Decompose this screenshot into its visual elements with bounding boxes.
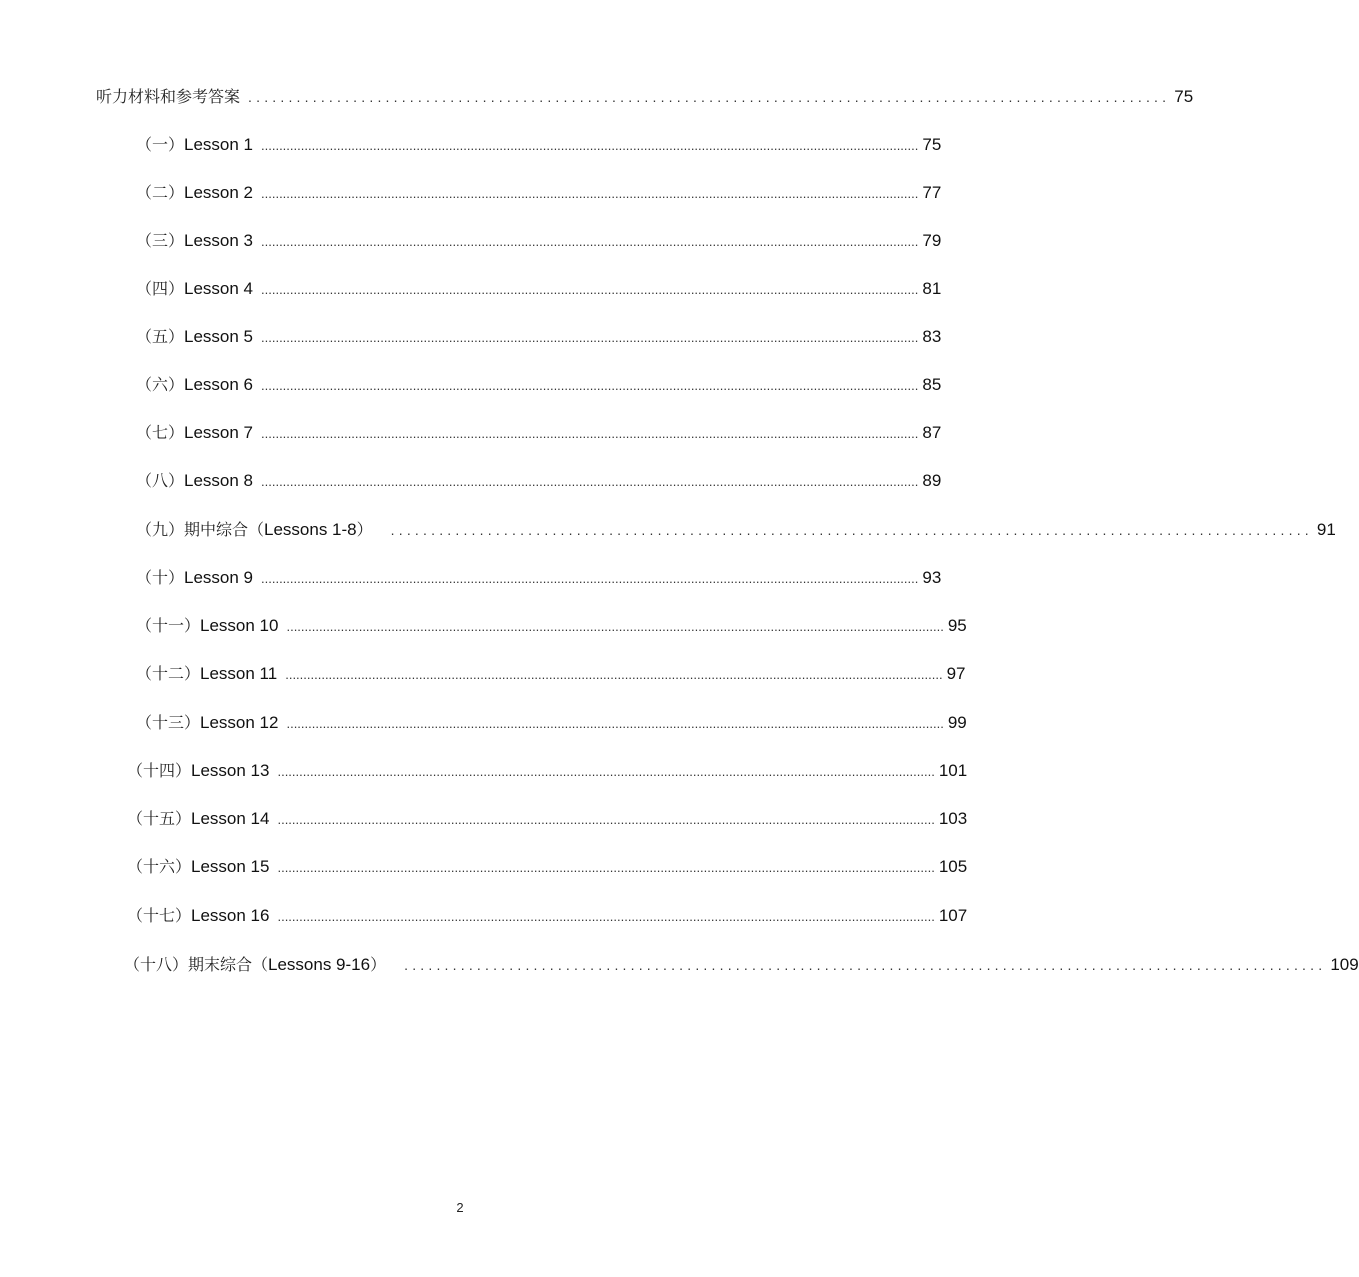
toc-entry-label: Lesson 5 <box>184 327 254 346</box>
toc-page-number: 97 <box>946 664 966 683</box>
toc-entry-label: Lesson 1 <box>184 135 254 154</box>
toc-entry-label: Lesson 10 <box>200 616 279 635</box>
dot-leader: .................................................................................................................. <box>390 522 1313 538</box>
toc-entry-index: （十八）期末综合（ <box>124 955 269 974</box>
dot-leader: ...................................................................................................................................................................................... <box>261 474 919 489</box>
toc-entry-midterm[interactable] <box>136 515 1336 545</box>
dot-leader: ...................................................................................................................................................................................... <box>261 234 919 249</box>
toc-entry-lesson-15[interactable] <box>127 852 968 882</box>
toc-page-number: 83 <box>922 327 942 346</box>
toc-entry-index: （十五） <box>127 809 192 828</box>
toc-page-number: 99 <box>947 713 967 732</box>
toc-entry-lesson-14[interactable] <box>127 804 968 834</box>
toc-entry-index: （四） <box>136 279 185 298</box>
toc-entry-index: （十） <box>136 568 185 587</box>
toc-entry-lesson-13[interactable] <box>127 756 968 786</box>
dot-leader: ...................................................................................................................................................................................... <box>261 186 919 201</box>
dot-leader: ...................................................................................................................................................................................... <box>277 764 935 779</box>
toc-page-number: 89 <box>922 471 942 490</box>
toc-entry-label: Lesson 6 <box>184 375 254 394</box>
toc-entry-index: （十六） <box>127 857 192 876</box>
toc-entry-index: （六） <box>136 375 185 394</box>
toc-page-number: 93 <box>922 568 942 587</box>
toc-entry-label: Lesson 7 <box>184 423 254 442</box>
toc-entry-lesson-10[interactable] <box>136 611 967 641</box>
dot-leader: ...................................................................................................................................................................................... <box>285 667 943 682</box>
dot-leader: ...................................................................................................................................................................................... <box>286 619 944 634</box>
toc-entry-label: Lesson 15 <box>191 857 270 876</box>
toc-entry-lesson-11[interactable] <box>136 659 966 689</box>
toc-entry-label: Lesson 11 <box>200 664 278 683</box>
dot-leader: ...................................................................................................................................................................................... <box>277 909 935 924</box>
toc-entry-lesson-12[interactable] <box>136 708 967 738</box>
toc-entry-lesson-6[interactable] <box>136 370 942 400</box>
toc-entry-label: Lesson 3 <box>184 231 254 250</box>
toc-entry-label: Lesson 16 <box>191 906 270 925</box>
toc-page-number: 85 <box>922 375 942 394</box>
toc-entry-lesson-4[interactable] <box>136 274 942 304</box>
toc-page-number: 109 <box>1330 955 1359 974</box>
toc-entry-suffix: ） <box>370 955 387 974</box>
toc-entry-index: （十四） <box>127 761 192 780</box>
toc-entry-label: Lesson 14 <box>191 809 270 828</box>
toc-page-number: 75 <box>922 135 942 154</box>
toc-entry-label: Lesson 13 <box>191 761 270 780</box>
toc-entry-index: （七） <box>136 423 185 442</box>
toc-entry-index: （八） <box>136 471 185 490</box>
toc-entry-index: （十二） <box>136 664 201 683</box>
toc-entry-suffix: ） <box>356 520 373 539</box>
toc-entry-label: Lesson 8 <box>184 471 254 490</box>
toc-entry-lesson-9[interactable] <box>136 563 942 593</box>
toc-entry-lesson-7[interactable] <box>136 418 942 448</box>
toc-page-number: 107 <box>938 906 968 925</box>
toc-entry-lesson-8[interactable] <box>136 466 942 496</box>
toc-entry-label: Lesson 2 <box>184 183 254 202</box>
dot-leader: ...................................................................................................................................................................................... <box>261 571 919 586</box>
toc-page-number: 95 <box>947 616 967 635</box>
dot-leader: .................................................................................................................. <box>404 957 1327 973</box>
toc-page-number: 77 <box>922 183 942 202</box>
toc-header-title: 听力材料和参考答案 <box>96 87 241 106</box>
toc-entry-label: Lesson 4 <box>184 279 254 298</box>
toc-entry-index: （十一） <box>136 616 201 635</box>
toc-entry-index: （五） <box>136 327 185 346</box>
toc-page-number: 75 <box>1174 87 1194 106</box>
toc-entry-label: Lessons 9-16 <box>268 955 371 974</box>
toc-entry-lesson-16[interactable] <box>127 901 968 931</box>
toc-entry-index: （十三） <box>136 713 201 732</box>
dot-leader: ...................................................................................................................................................................................... <box>261 330 919 345</box>
toc-entry-index: （一） <box>136 135 185 154</box>
dot-leader: ...................................................................................................................................................................................... <box>277 812 935 827</box>
toc-entry-lesson-2[interactable] <box>136 178 942 208</box>
toc-page-number: 79 <box>922 231 942 250</box>
toc-entry-index: （十七） <box>127 906 192 925</box>
toc-entry-index: （二） <box>136 183 185 202</box>
toc-page-number: 87 <box>922 423 942 442</box>
toc-entry-lesson-5[interactable] <box>136 322 942 352</box>
dot-leader: ...................................................................................................................................................................................... <box>261 378 919 393</box>
dot-leader: ...................................................................................................................................................................................... <box>261 426 919 441</box>
dot-leader: ...................................................................................................................................................................................... <box>277 860 935 875</box>
toc-page-number: 91 <box>1316 520 1336 539</box>
toc-header-entry[interactable] <box>96 82 1194 112</box>
toc-entry-final[interactable] <box>124 950 1359 980</box>
toc-page-number: 81 <box>922 279 942 298</box>
toc-entry-label: Lesson 12 <box>200 713 279 732</box>
toc-entry-label: Lessons 1-8 <box>264 520 357 539</box>
toc-entry-lesson-3[interactable] <box>136 226 942 256</box>
toc-page-number: 101 <box>938 761 968 780</box>
toc-page-number: 105 <box>938 857 968 876</box>
toc-page-number: 103 <box>938 809 968 828</box>
dot-leader: ...................................................................................................................................................................................... <box>261 282 919 297</box>
dot-leader: ...................................................................................................................................................................................... <box>286 716 944 731</box>
footer-page-number: 2 <box>456 1200 464 1215</box>
dot-leader: .................................................................................................................. <box>248 89 1171 105</box>
toc-entry-index: （九）期中综合（ <box>136 520 265 539</box>
toc-entry-lesson-1[interactable] <box>136 130 942 160</box>
dot-leader: ...................................................................................................................................................................................... <box>261 138 919 153</box>
toc-entry-label: Lesson 9 <box>184 568 254 587</box>
toc-entry-index: （三） <box>136 231 185 250</box>
